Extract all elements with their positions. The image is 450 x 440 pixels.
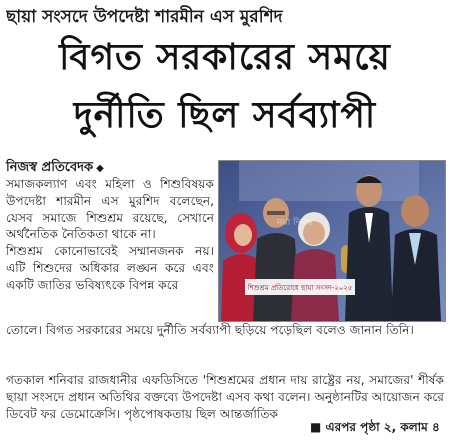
article-continuation [6, 372, 444, 422]
photo-banner-text: শিশুশ্রম প্রতিরোধে ছায়া সংসদ-২০২৫ [247, 284, 353, 292]
kicker-line: ছায়া সংসদে উপদেষ্টা শারমীন এস মুরশিদ [6, 7, 283, 27]
article-paragraph: গতকাল শনিবার রাজধানীর এফডিসিতে 'শিশুশ্রমের প্রধান দায় রাষ্ট্রের নয়, সমাজের' শীর্ষক ছায়া সংসদে প্রধান অতিথির বক্তব্যে উপদেষ্টা এসব কথা বলেন। অনুষ্ঠানটির আয়োজন করে ডিবেট ফর ডেমোক্রেসি। পৃষ্ঠপোষকতায় ছিল আন্তর্জাতিক [6, 373, 444, 421]
article-paragraph: সমাজকল্যাণ এবং মহিলা ও শিশুবিষয়ক উপদেষ্টা শারমীন এস মুরশিদ বলেছেন, যেসব সমাজে শিশুশ্রম রয়েছে, সেখানে অর্থনৈতিক নৈতিকতা থাকে না। [6, 177, 214, 242]
headline-line-1: বিগত সরকারের সময়ে [59, 36, 391, 78]
photo-watermark: নয়া দিগন্ত [277, 218, 313, 228]
news-photo [218, 160, 446, 322]
byline-text: নিজস্ব প্রতিবেদক [6, 160, 94, 175]
article-continuation [6, 322, 444, 339]
continuation-jump: ■ এরপর পৃষ্ঠা ২, কলাম ৪ [310, 420, 440, 434]
photo-illustration [219, 161, 445, 321]
article-column [6, 176, 214, 294]
headline-line-2: দুর্নীতি ছিল সর্বব্যাপী [73, 94, 377, 136]
byline-marker-icon: ◆ [96, 163, 104, 174]
article-paragraph: শিশুশ্রম কোনোভাবেই সম্মানজনক নয়। এটি শিশুদের অধিকার লঙ্ঘন করে এবং একটি জাতির ভবিষ্যৎকে বিপন্ন করে [6, 244, 214, 292]
article-paragraph: তোলে। বিগত সরকারের সময়ে দুর্নীতি সর্বব্যাপী ছড়িয়ে পড়েছিল বলেও জানান তিনি। [6, 323, 414, 337]
